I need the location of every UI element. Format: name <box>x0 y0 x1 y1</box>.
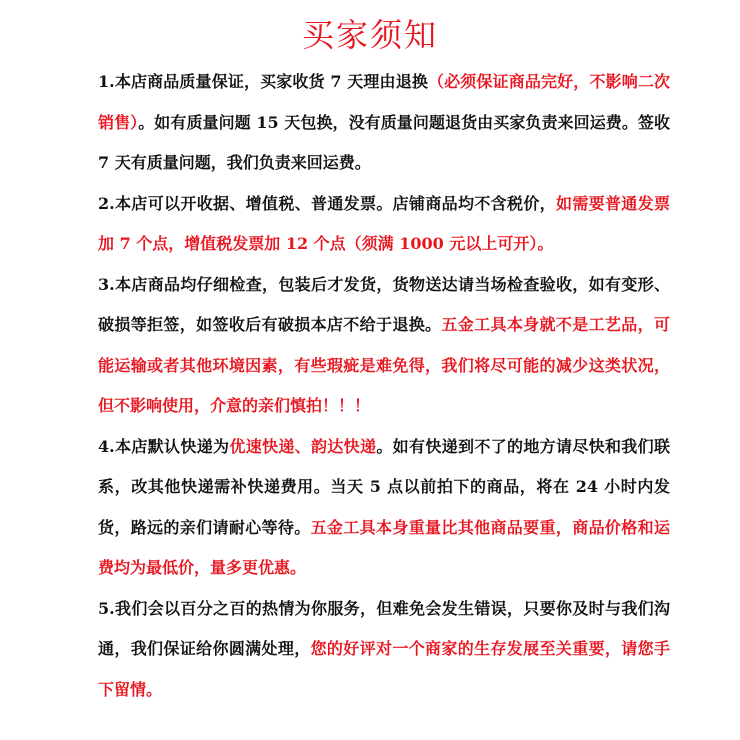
rule-4-segment: 。如有快递到不了的地方请尽快和我们联系，改其他快递需补快递费用。当天 5 点以前拍下的商品，将在 24 小时内发货，路远的亲们请耐心等待。 <box>98 436 670 537</box>
rule-1-segment-highlight: （必须保证商品完好，不影响二次销售） <box>98 72 670 132</box>
rule-2-segment-highlight: 如需要普通发票加 7 个点，增值税发票加 12 个点（须满 1000 元以上可开）。 <box>98 193 670 253</box>
rule-4-segment-highlight: 优速快递、韵达快递 <box>229 436 377 456</box>
rule-4 <box>98 427 670 589</box>
rule-5-segment: 5.我们会以百分之百的热情为你服务，但难免会发生错误，只要你及时与我们沟通，我们保证给你圆满处理， <box>98 598 670 658</box>
rule-1-segment: 。如有质量问题 15 天包换，没有质量问题退货由买家负责来回运费。签收 7 天有质量问题，我们负责来回运费。 <box>98 112 670 172</box>
rule-4-segment-highlight: 五金工具本身重量比其他商品要重，商品价格和运费均为最低价，量多更优惠。 <box>98 517 670 577</box>
rule-1 <box>98 62 670 184</box>
rule-1-segment: 1.本店商品质量保证，买家收货 7 天理由退换 <box>98 72 428 91</box>
rule-3-segment-highlight: 五金工具本身就不是工艺品，可能运输或者其他环境因素，有些瑕疵是难免得，我们将尽可能的减少这类状况，但不影响使用，介意的亲们慎拍！！！ <box>98 315 670 415</box>
rule-3-segment: 3.本店商品均仔细检查，包装后才发货，货物送达请当场检查验收，如有变形、破损等拒签，如签收后有破损本店不给于退换。 <box>98 274 670 334</box>
rule-3 <box>98 265 670 427</box>
rule-5-segment-highlight: 您的好评对一个商家的生存发展至关重要，请您手下留情。 <box>98 639 670 699</box>
rule-5 <box>98 589 670 711</box>
rule-2 <box>98 184 670 265</box>
rule-2-segment: 2.本店可以开收据、增值税、普通发票。店铺商品均不含税价， <box>98 193 556 213</box>
rule-4-segment: 4.本店默认快递为 <box>98 436 230 456</box>
notice-title: 买家须知 <box>301 16 438 54</box>
